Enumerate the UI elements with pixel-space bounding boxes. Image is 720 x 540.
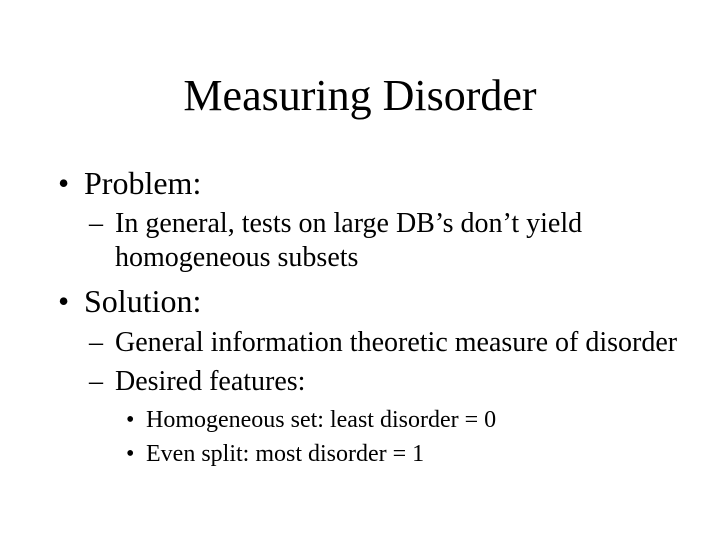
bullet-icon: •	[126, 407, 135, 433]
subpoint-text: In general, tests on large DB’s don’t yield homogeneous subsets	[115, 208, 583, 273]
dash-icon: –	[89, 327, 103, 358]
bullet-icon: •	[58, 165, 70, 201]
dash-icon: –	[89, 208, 103, 239]
slide-title: Measuring Disorder	[183, 71, 537, 120]
subpoint-solution-1	[89, 326, 677, 360]
bullet-label: Solution:	[84, 283, 202, 319]
subsubpoint-2	[126, 440, 424, 468]
bullet-label: Problem:	[84, 165, 202, 201]
bullet-icon: •	[126, 441, 135, 467]
subsubpoint-text: Even split: most disorder = 1	[146, 441, 425, 467]
bullet-problem	[58, 164, 201, 202]
subpoint-solution-2	[89, 365, 305, 399]
subsubpoint-1	[126, 406, 496, 434]
subpoint-text: General information theoretic measure of disorder	[115, 327, 678, 358]
bullet-icon: •	[58, 283, 70, 319]
subpoint-text: Desired features:	[115, 366, 306, 397]
subsubpoint-text: Homogeneous set: least disorder = 0	[146, 407, 497, 433]
bullet-solution	[58, 282, 201, 320]
dash-icon: –	[89, 366, 103, 397]
subpoint-problem-1	[89, 207, 635, 275]
